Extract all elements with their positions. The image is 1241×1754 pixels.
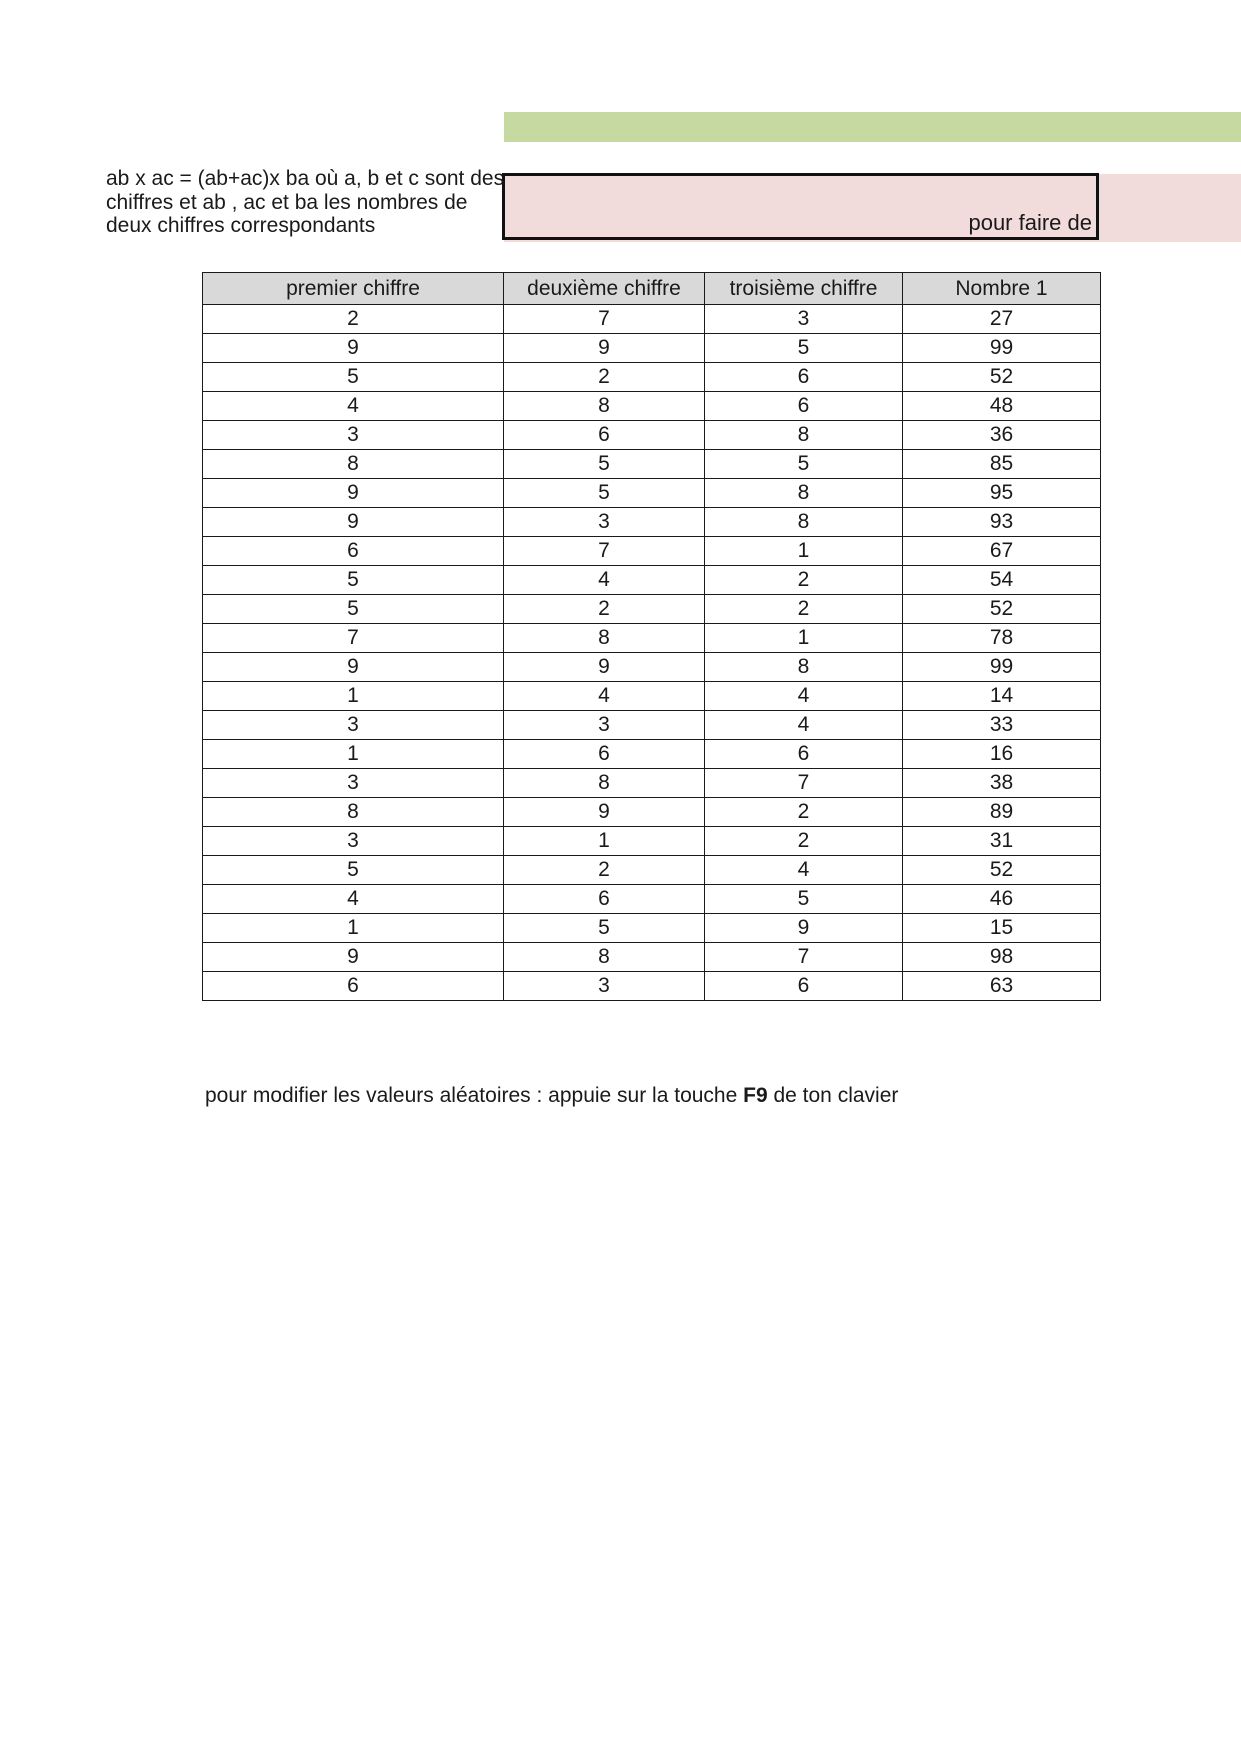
table-row — [203, 392, 1101, 421]
footer-instruction — [205, 1083, 898, 1109]
table-header-row — [203, 273, 1101, 305]
table-cell: 99 — [903, 334, 1101, 363]
header-nombre-1: Nombre 1 — [903, 273, 1101, 305]
table-cell: 6 — [705, 363, 903, 392]
table-row — [203, 450, 1101, 479]
footer-key: F9 — [743, 1084, 768, 1107]
table-cell: 2 — [705, 798, 903, 827]
table-cell: 78 — [903, 624, 1101, 653]
table-cell: 8 — [504, 943, 705, 972]
table-cell: 8 — [504, 769, 705, 798]
table-cell: 1 — [705, 537, 903, 566]
table-cell: 8 — [504, 624, 705, 653]
table-cell: 85 — [903, 450, 1101, 479]
table-cell: 3 — [504, 972, 705, 1001]
table-row — [203, 914, 1101, 943]
table-cell: 98 — [903, 943, 1101, 972]
table-cell: 3 — [705, 305, 903, 334]
table-row — [203, 711, 1101, 740]
header-troisieme-chiffre: troisième chiffre — [705, 273, 903, 305]
table-cell: 4 — [504, 566, 705, 595]
table-cell: 2 — [504, 856, 705, 885]
table-cell: 67 — [903, 537, 1101, 566]
table-cell: 2 — [203, 305, 504, 334]
table-cell: 63 — [903, 972, 1101, 1001]
table-cell: 5 — [504, 914, 705, 943]
table-cell: 52 — [903, 363, 1101, 392]
table-cell: 89 — [903, 798, 1101, 827]
table-cell: 8 — [705, 653, 903, 682]
table-cell: 3 — [504, 711, 705, 740]
table-cell: 9 — [504, 653, 705, 682]
table-row — [203, 769, 1101, 798]
table-row — [203, 537, 1101, 566]
table-cell: 7 — [705, 943, 903, 972]
table-cell: 46 — [903, 885, 1101, 914]
table-row — [203, 827, 1101, 856]
table-cell: 6 — [504, 740, 705, 769]
table-cell: 4 — [504, 682, 705, 711]
table-cell: 5 — [705, 885, 903, 914]
table-cell: 9 — [504, 798, 705, 827]
table-cell: 33 — [903, 711, 1101, 740]
table-cell: 3 — [203, 711, 504, 740]
table-cell: 5 — [705, 450, 903, 479]
table-cell: 2 — [705, 595, 903, 624]
table-cell: 6 — [705, 392, 903, 421]
table-cell: 3 — [203, 421, 504, 450]
intro-text — [106, 167, 506, 238]
table-cell: 38 — [903, 769, 1101, 798]
intro-line: chiffres et ab , ac et ba les nombres de — [106, 190, 468, 214]
digits-table — [202, 272, 1101, 1001]
table-cell: 6 — [504, 421, 705, 450]
table-row — [203, 566, 1101, 595]
table-cell: 4 — [203, 885, 504, 914]
title-box-text: pour faire de — [968, 210, 1092, 235]
table-cell: 3 — [203, 769, 504, 798]
table-row — [203, 740, 1101, 769]
table-row — [203, 798, 1101, 827]
table-row — [203, 479, 1101, 508]
table-cell: 9 — [203, 334, 504, 363]
table-cell: 6 — [705, 972, 903, 1001]
table-cell: 1 — [203, 914, 504, 943]
table-row — [203, 334, 1101, 363]
table-cell: 8 — [504, 392, 705, 421]
table-cell: 8 — [705, 421, 903, 450]
table-cell: 8 — [705, 479, 903, 508]
table-cell: 6 — [203, 537, 504, 566]
table-cell: 8 — [705, 508, 903, 537]
intro-line: deux chiffres correspondants — [106, 214, 376, 237]
table-cell: 4 — [203, 392, 504, 421]
table-cell: 9 — [203, 653, 504, 682]
table-cell: 3 — [504, 508, 705, 537]
table-cell: 36 — [903, 421, 1101, 450]
green-header-band — [504, 112, 1241, 142]
table-cell: 15 — [903, 914, 1101, 943]
table-cell: 7 — [504, 305, 705, 334]
table-row — [203, 624, 1101, 653]
table-cell: 9 — [705, 914, 903, 943]
table-cell: 4 — [705, 856, 903, 885]
table-row — [203, 363, 1101, 392]
table-row — [203, 856, 1101, 885]
table-cell: 93 — [903, 508, 1101, 537]
table-cell: 9 — [203, 943, 504, 972]
table-cell: 9 — [203, 479, 504, 508]
title-box — [502, 173, 1099, 240]
table-cell: 9 — [203, 508, 504, 537]
table-cell: 9 — [504, 334, 705, 363]
table-row — [203, 943, 1101, 972]
table-cell: 8 — [203, 450, 504, 479]
table-cell: 6 — [705, 740, 903, 769]
table-cell: 2 — [504, 363, 705, 392]
table-cell: 4 — [705, 711, 903, 740]
header-deuxieme-chiffre: deuxième chiffre — [504, 273, 705, 305]
table-row — [203, 508, 1101, 537]
table-cell: 1 — [203, 682, 504, 711]
table-row — [203, 305, 1101, 334]
intro-line: ab x ac = (ab+ac)x ba où a, b et c sont des — [106, 167, 505, 190]
table-row — [203, 421, 1101, 450]
table-cell: 5 — [203, 566, 504, 595]
table-cell: 5 — [504, 479, 705, 508]
table-cell: 5 — [203, 595, 504, 624]
table-cell: 6 — [203, 972, 504, 1001]
table-cell: 99 — [903, 653, 1101, 682]
table-row — [203, 595, 1101, 624]
table-cell: 6 — [504, 885, 705, 914]
table-cell: 8 — [203, 798, 504, 827]
table-cell: 7 — [705, 769, 903, 798]
table-cell: 5 — [705, 334, 903, 363]
table-cell: 1 — [203, 740, 504, 769]
table-cell: 2 — [504, 595, 705, 624]
table-cell: 4 — [705, 682, 903, 711]
table-cell: 52 — [903, 595, 1101, 624]
table-cell: 48 — [903, 392, 1101, 421]
table-cell: 27 — [903, 305, 1101, 334]
footer-text-after: de ton clavier — [767, 1084, 899, 1107]
table-cell: 2 — [705, 566, 903, 595]
footer-text-before: pour modifier les valeurs aléatoires : appuie sur la touche — [205, 1084, 744, 1107]
table-cell: 14 — [903, 682, 1101, 711]
table-row — [203, 682, 1101, 711]
table-cell: 1 — [705, 624, 903, 653]
table-cell: 52 — [903, 856, 1101, 885]
table-cell: 3 — [203, 827, 504, 856]
table-body — [203, 305, 1101, 1001]
table-cell: 7 — [504, 537, 705, 566]
table-cell: 54 — [903, 566, 1101, 595]
table-row — [203, 972, 1101, 1001]
table-cell: 5 — [203, 363, 504, 392]
header-premier-chiffre: premier chiffre — [203, 273, 504, 305]
table-row — [203, 653, 1101, 682]
table-cell: 31 — [903, 827, 1101, 856]
table-cell: 2 — [705, 827, 903, 856]
table-row — [203, 885, 1101, 914]
table-cell: 7 — [203, 624, 504, 653]
table-cell: 95 — [903, 479, 1101, 508]
table-cell: 16 — [903, 740, 1101, 769]
table-cell: 5 — [203, 856, 504, 885]
table-cell: 5 — [504, 450, 705, 479]
table-cell: 1 — [504, 827, 705, 856]
